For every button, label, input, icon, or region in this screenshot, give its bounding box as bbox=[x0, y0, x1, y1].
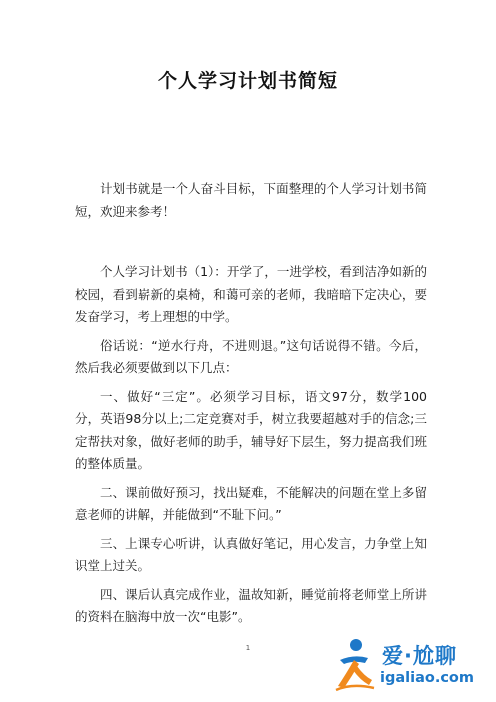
spacer bbox=[75, 223, 427, 261]
paragraph-4: 二、课前做好预习，找出疑难，不能解决的问题在堂上多留意老师的讲解，并能做到“不耻下问。” bbox=[75, 484, 427, 522]
page-number: 1 bbox=[245, 644, 251, 652]
running-figure-logo-icon bbox=[332, 636, 378, 692]
paragraph-6: 四、课后认真完成作业，温故知新，睡觉前将老师堂上所讲的资料在脑海中放一次“电影”。 bbox=[75, 586, 427, 624]
paragraph-1: 个人学习计划书（1）：开学了，一进学校，看到洁净如新的校园，看到崭新的桌椅，和蔼可亲的老师，我暗暗下定决心，要发奋学习，考上理想的中学。 bbox=[75, 264, 427, 324]
paragraph-5: 三、上课专心听讲，认真做好笔记，用心发言，力争堂上知识堂上过关。 bbox=[75, 535, 427, 573]
paragraph-intro: 计划书就是一个人奋斗目标，下面整理的个人学习计划书简短，欢迎来参考！ bbox=[75, 181, 427, 219]
site-watermark bbox=[332, 634, 492, 696]
watermark-brand: 爱·尬聊 bbox=[382, 644, 457, 668]
document-body bbox=[75, 178, 427, 629]
watermark-url: igaliao.com bbox=[380, 670, 474, 686]
paragraph-3: 一、做好“三定”。必须学习目标，语文97分，数学100分，英语98分以上;二定竞赛对手，树立我要超越对手的信念;三定帮扶对象，做好老师的助手，辅导好下层生，努力提高我们班的整体质量。 bbox=[75, 388, 427, 471]
document-title: 个人学习计划书简短 bbox=[157, 70, 338, 92]
paragraph-2: 俗话说：“逆水行舟，不进则退。”这句话说得不错。今后，然后我必须要做到以下几点： bbox=[75, 337, 427, 375]
